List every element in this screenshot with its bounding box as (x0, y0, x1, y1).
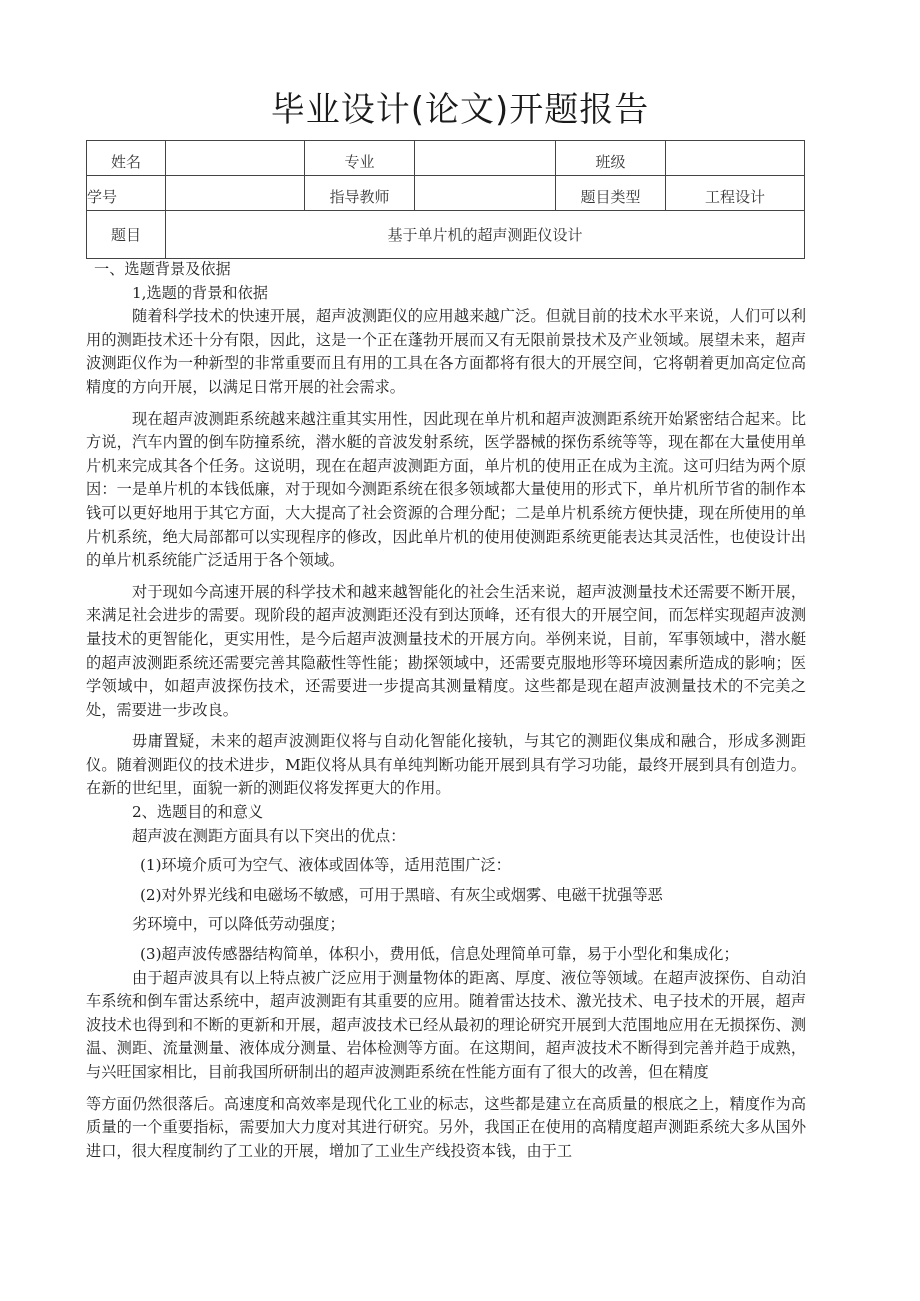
report-body (86, 258, 806, 1163)
class-label: 班级 (595, 153, 626, 171)
name-label: 姓名 (110, 153, 141, 171)
topic-value-cell (166, 211, 805, 259)
advisor-value-cell (415, 176, 556, 211)
paragraph: 超声波在测距方面具有以下突出的优点： (132, 826, 406, 845)
id-value-cell (166, 176, 305, 211)
name-label-cell (87, 141, 166, 176)
id-label-cell (87, 176, 166, 211)
info-table (86, 140, 805, 259)
name-value-cell (166, 141, 305, 176)
list-item-continuation: 劣环境中，可以降低劳动强度； (132, 915, 345, 934)
subsection-heading-purpose: 2、选题目的和意义 (132, 803, 264, 822)
paragraph: 由于超声波具有以上特点被广泛应用于测量物体的距离、厚度、液位等领域。在超声波探伤、自动泊车系统和倒车雷达系统中，超声波测距有其重要的应用。随着雷达技术、激光技术、电子技术的开展，超声波技术也得到和不断的更新和开展，超声波技术已经从最初的理论研究开展到大范围地应用在无损探伤、测温、测距、流量测量、液体成分测量、岩体检测等方面。在这期间，超声波技术不断得到完善并趋于成熟，与兴旺国家相比，目前我国所研制出的超声波测距系统在性能方面有了很大的改善，但在精度 (86, 968, 806, 1081)
topic-value: 基于单片机的超声测距仪设计 (387, 226, 583, 244)
paragraph: 随着科学技术的快速开展，超声波测距仪的应用越来越广泛。但就目前的技术水平来说，人们可以利用的测距技术还十分有限，因此，这是一个正在蓬勃开展而又有无限前景技术及产业领域。展望未来，超声波测距仪作为一种新型的非常重要而且有用的工具在各方面都将有很大的开展空间，它将朝着更加高定位高精度的方向开展，以满足日常开展的社会需求。 (86, 307, 806, 396)
list-item: (1)环境介质可为空气、液体或固体等，适用范围广泛： (140, 856, 511, 875)
major-label-cell (305, 141, 415, 176)
paragraph: 等方面仍然很落后。高速度和高效率是现代化工业的标志，这些都是建立在高质量的根底之上，精度作为高质量的一个重要指标，需要加大力度对其进行研究。另外，我国正在使用的高精度超声测距系统大多从国外进口，很大程度制约了工业的开展，增加了工业生产线投资本钱，由于工 (86, 1094, 806, 1160)
section-heading-background: 一、选题背景及依据 (94, 260, 231, 278)
id-label: 学号 (87, 188, 118, 206)
paragraph: 毋庸置疑，未来的超声波测距仪将与自动化智能化接轨，与其它的测距仪集成和融合，形成多测距仪。随着测距仪的技术进步，M距仪将从具有单纯判断功能开展到具有学习功能，最终开展到具有创造力。在新的世纪里，面貌一新的测距仪将发挥更大的作用。 (86, 732, 806, 798)
major-value-cell (415, 141, 556, 176)
advisor-label: 指导教师 (329, 188, 390, 206)
list-item: (2)对外界光线和电磁场不敏感，可用于黑暗、有灰尘或烟雾、电磁干扰强等恶 (140, 885, 663, 904)
major-label: 专业 (344, 153, 375, 171)
topic-label: 题目 (110, 226, 141, 244)
paragraph: 对于现如今高速开展的科学技术和越来越智能化的社会生活来说，超声波测量技术还需要不断开展，来满足社会进步的需要。现阶段的超声波测距还没有到达顶峰，还有很大的开展空间，而怎样实现超声波测量技术的更智能化，更实用性，是今后超声波测量技术的开展方向。举例来说，目前，军事领域中，潜水艇的超声波测距系统还需要完善其隐蔽性等性能；勘探领域中，还需要克服地形等环境因素所造成的影响；医学领域中，如超声波探伤技术，还需要进一步提高其测量精度。这些都是现在超声波测量技术的不完美之处，需要进一步改良。 (86, 582, 806, 719)
topic-type-value: 工程设计 (704, 188, 765, 206)
topic-type-label: 题目类型 (580, 188, 641, 206)
paragraph: 现在超声波测距系统越来越注重其实用性，因此现在单片机和超声波测距系统开始紧密结合起来。比方说，汽车内置的倒车防撞系统，潜水艇的音波发射系统，医学器械的探伤系统等等，现在都在大量使用单片机来完成其各个任务。这说明，现在在超声波测距方面，单片机的使用正在成为主流。这可归结为两个原因：一是单片机的本钱低廉，对于现如今测距系统在很多领域都大量使用的形式下，单片机所节省的制作本钱可以更好地用于其它方面，大大提高了社会资源的合理分配；二是单片机系统方便快捷，现在所使用的单片机系统，绝大局部都可以实现程序的修改，因此单片机的使用使测距系统更能表达其灵活性，也使设计出的单片机系统能广泛适用于各个领域。 (86, 409, 806, 570)
class-label-cell (556, 141, 666, 176)
page-title: 毕业设计(论文)开题报告 (270, 90, 650, 130)
advisor-label-cell (305, 176, 415, 211)
subsection-heading-background: 1,选题的背景和依据 (132, 283, 268, 302)
topic-type-label-cell (556, 176, 666, 211)
topic-label-cell (87, 211, 166, 259)
list-item: (3)超声波传感器结构简单，体积小，费用低，信息处理简单可靠，易于小型化和集成化； (140, 945, 739, 964)
class-value-cell (666, 141, 805, 176)
topic-type-value-cell (666, 176, 805, 211)
